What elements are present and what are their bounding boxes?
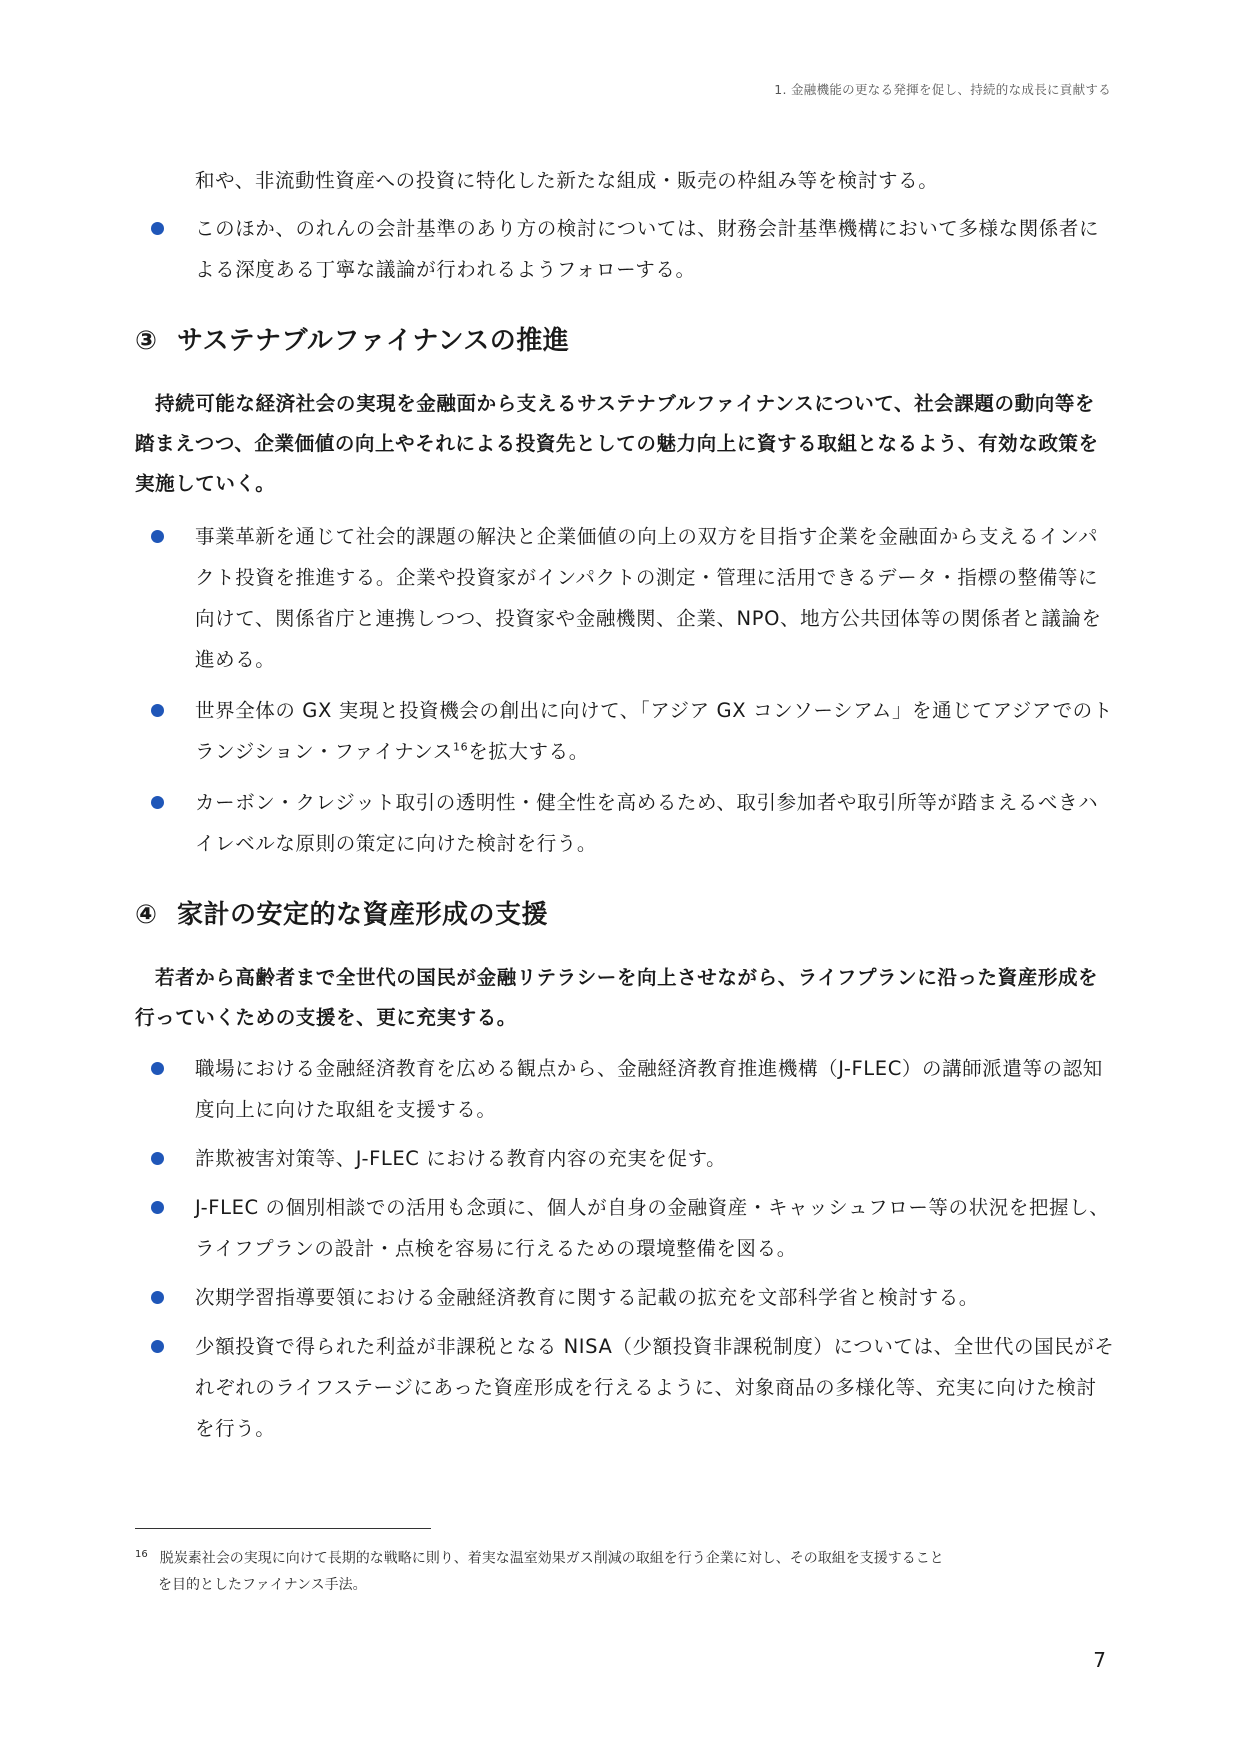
section-heading-3 [135, 324, 1115, 358]
footnote-line [135, 1542, 1115, 1572]
continued-paragraph: 和や、非流動性資産への投資に特化した新たな組成・販売の枠組み等を検討する。 [195, 169, 939, 192]
bullet-icon [151, 704, 164, 717]
footnote-text: 脱炭素社会の実現に向けて長期的な戦略に則り、着実な温室効果ガス削減の取組を行う企業に対し、その取組を支援すること [159, 1550, 944, 1567]
list-item-text: 職場における金融経済教育を広める観点から、金融経済教育推進機構（J-FLEC）の講師派遣等の認知度向上に向けた取組を支援する。 [195, 1057, 1103, 1121]
list-item-text: このほか、のれんの会計基準のあり方の検討については、財務会計基準機構において多様な関係者による深度ある丁寧な議論が行われるようフォローする。 [195, 217, 1100, 281]
bullet-icon [151, 530, 164, 543]
list-item-text: 少額投資で得られた利益が非課税となる NISA（少額投資非課税制度）については、全世代の国民がそれぞれのライフステージにあった資産形成を行えるように、対象商品の多様化等、充実に向けた検討を行う。 [195, 1335, 1115, 1440]
section-lead: 持続可能な経済社会の実現を金融面から支えるサステナブルファイナンスについて、社会課題の動向等を踏まえつつ、企業価値の向上やそれによる投資先としての魅力向上に資する取組となるよう、有効な政策を実施していく。 [135, 392, 1099, 495]
section-heading-4 [135, 898, 1115, 932]
list-item [135, 1277, 1115, 1318]
list-item-text-tail: を拡大する。 [468, 740, 589, 763]
section4-bullet-list [135, 1048, 1115, 1449]
bullet-icon [151, 796, 164, 809]
section-lead: 若者から高齢者まで全世代の国民が金融リテラシーを向上させながら、ライフプランに沿った資産形成を行っていくための支援を、更に充実する。 [135, 966, 1099, 1029]
list-item-text: 事業革新を通じて社会的課題の解決と企業価値の向上の双方を目指す企業を金融面から支えるインパクト投資を推進する。企業や投資家がインパクトの測定・管理に活用できるデータ・指標の整備等に向けて、関係省庁と連携しつつ、投資家や金融機関、企業、NPO、地方公共団体等の関係者と議論を進める。 [195, 525, 1102, 671]
bullet-icon [151, 1201, 164, 1214]
bullet-icon [151, 1152, 164, 1165]
footnote-divider [135, 1528, 431, 1529]
list-item-text: 世界全体の GX 実現と投資機会の創出に向けて、「アジア GX コンソーシアム」を通じてアジアでのトランジション・ファイナンス [195, 699, 1113, 763]
page-number: 7 [1093, 1648, 1106, 1672]
list-item-text: カーボン・クレジット取引の透明性・健全性を高めるため、取引参加者や取引所等が踏まえるべきハイレベルな原則の策定に向けた検討を行う。 [195, 791, 1099, 855]
list-item [135, 1048, 1115, 1130]
running-header: 1. 金融機能の更なる発揮を促し、持続的な成長に貢献する [774, 82, 1111, 97]
footnote-reference[interactable]: 16 [453, 740, 469, 754]
list-item-text: 次期学習指導要領における金融経済教育に関する記載の拡充を文部科学省と検討する。 [195, 1286, 979, 1309]
list-item [135, 1138, 1115, 1179]
main-content [135, 160, 1115, 1449]
section-number: ④ [135, 900, 158, 930]
list-item [135, 782, 1115, 864]
list-item [135, 690, 1115, 772]
list-item [135, 208, 1115, 290]
list-item [135, 1326, 1115, 1449]
bullet-icon [151, 1291, 164, 1304]
list-item-text: 詐欺被害対策等、J-FLEC における教育内容の充実を促す。 [195, 1147, 727, 1170]
section-title: 家計の安定的な資産形成の支援 [177, 900, 549, 930]
section-number: ③ [135, 326, 158, 356]
footnote-number: 16 [135, 1549, 148, 1560]
list-item [135, 1187, 1115, 1269]
footnote-text-continued: を目的としたファイナンス手法。 [158, 1576, 367, 1593]
section-title: サステナブルファイナンスの推進 [177, 326, 570, 356]
intro-bullet-list [135, 208, 1115, 290]
bullet-icon [151, 1340, 164, 1353]
list-item-text: J-FLEC の個別相談での活用も念頭に、個人が自身の金融資産・キャッシュフロー等の状況を把握し、ライフプランの設計・点検を容易に行えるための環境整備を図る。 [195, 1196, 1110, 1260]
footnote [135, 1542, 1115, 1598]
list-item [135, 516, 1115, 680]
bullet-icon [151, 222, 164, 235]
bullet-icon [151, 1062, 164, 1075]
section3-bullet-list [135, 516, 1115, 864]
